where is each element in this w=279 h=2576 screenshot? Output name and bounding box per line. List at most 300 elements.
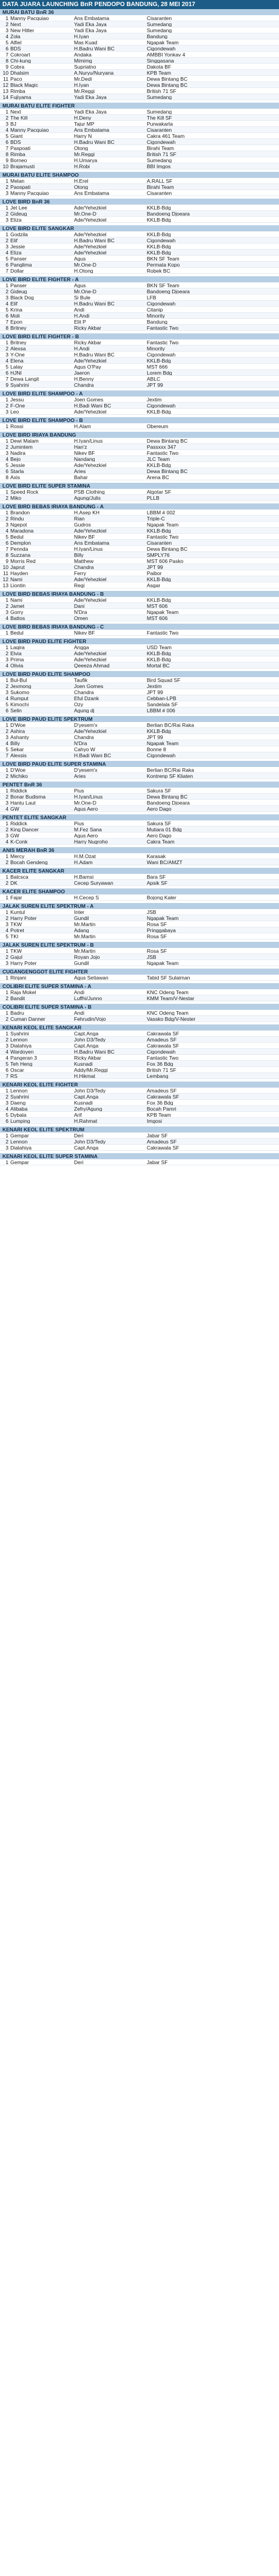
table-row bbox=[0, 1118, 279, 1124]
team-cell: Cigondewah bbox=[147, 237, 176, 243]
section-title: KENARI KEOL ELITE SANGKAR bbox=[0, 1024, 279, 1031]
table-row bbox=[0, 528, 279, 534]
team-cell: Sumedang bbox=[147, 21, 172, 27]
section-title: KENARI KEOL ELITE SUPER STAMINA bbox=[0, 1153, 279, 1159]
team-cell: Ngapak Team bbox=[147, 39, 179, 45]
bird-name-cell: Elvia bbox=[10, 650, 22, 656]
rank-cell: 2 bbox=[5, 1094, 8, 1100]
rank-cell: 2 bbox=[5, 184, 8, 190]
team-cell: Ngapak Team bbox=[147, 609, 179, 615]
table-row bbox=[0, 1016, 279, 1022]
table-row bbox=[0, 256, 279, 262]
owner-cell: Chandra bbox=[74, 689, 94, 695]
team-cell: JSB bbox=[147, 909, 156, 915]
rank-cell: 1 bbox=[5, 767, 8, 773]
table-row bbox=[0, 127, 279, 133]
bird-name-cell: Mercy bbox=[10, 853, 25, 859]
team-cell: Cakrawala SF bbox=[147, 1145, 180, 1150]
table-row bbox=[0, 839, 279, 845]
team-cell: Paibor bbox=[147, 570, 162, 576]
table-row bbox=[0, 474, 279, 480]
rank-cell: 3 bbox=[5, 190, 8, 196]
table-row bbox=[0, 397, 279, 403]
owner-cell: H.Iyan/Linus bbox=[74, 794, 103, 799]
team-cell: Cigondewah bbox=[147, 752, 176, 758]
bird-name-cell: Gajul bbox=[10, 954, 22, 959]
table-row bbox=[0, 382, 279, 388]
team-cell: Bojong Kaler bbox=[147, 894, 176, 900]
owner-cell: Ade/Yehezkiel bbox=[74, 217, 107, 222]
table-row bbox=[0, 1010, 279, 1016]
owner-cell: Cecep Suryawan bbox=[74, 880, 113, 885]
table-row bbox=[0, 880, 279, 886]
section-title: JALAK SUREN ELITE SPEKTRUM - B bbox=[0, 942, 279, 948]
team-cell: British 71 SF bbox=[147, 1067, 176, 1072]
bird-name-cell: Godzila bbox=[10, 231, 28, 237]
team-cell: Jabar SF bbox=[147, 1133, 168, 1138]
bird-name-cell: Speed Rock bbox=[10, 489, 39, 494]
table-row bbox=[0, 1067, 279, 1073]
bird-name-cell: Syahrini bbox=[10, 1031, 29, 1036]
table-row bbox=[0, 489, 279, 495]
section-title: KENARI KEOL ELITE SPEKTRUM bbox=[0, 1126, 279, 1133]
rank-cell: 9 bbox=[5, 157, 8, 163]
table-row bbox=[0, 540, 279, 546]
owner-cell: Ade/Yehezkiel bbox=[74, 409, 107, 414]
bird-name-cell: HJNI bbox=[10, 370, 22, 375]
rank-cell: 10 bbox=[2, 70, 8, 76]
owner-cell: Nikev BF bbox=[74, 534, 95, 539]
table-row bbox=[0, 921, 279, 927]
table-row bbox=[0, 833, 279, 839]
table-row bbox=[0, 145, 279, 151]
section-title: LOVE BIRD BEBAS IRIAYA BANDUNG - A bbox=[0, 503, 279, 509]
section-title: COLIBRI ELITE SUPER STAMINA - A bbox=[0, 983, 279, 989]
table-row bbox=[0, 450, 279, 456]
section-title: LOVE BIRD ELITE SUPER STAMINA bbox=[0, 483, 279, 489]
table-row bbox=[0, 695, 279, 701]
rank-cell: 3 bbox=[5, 1043, 8, 1049]
rank-cell: 4 bbox=[5, 1055, 8, 1061]
table-row bbox=[0, 139, 279, 145]
rank-cell: 1 bbox=[5, 178, 8, 184]
table-row bbox=[0, 794, 279, 800]
team-cell: Bara SF bbox=[147, 874, 166, 879]
class-section bbox=[0, 390, 279, 417]
rank-cell: 3 bbox=[5, 800, 8, 806]
table-row bbox=[0, 262, 279, 268]
team-cell: Tabid SF Sulaiman bbox=[147, 975, 190, 980]
table-row bbox=[0, 534, 279, 540]
rank-cell: 9 bbox=[5, 382, 8, 388]
rank-cell: 6 bbox=[5, 139, 8, 145]
owner-cell: Taufik bbox=[74, 677, 88, 683]
team-cell: Dewa Bintang BC bbox=[147, 468, 188, 474]
class-section bbox=[0, 903, 279, 942]
owner-cell: Deri bbox=[74, 1159, 84, 1165]
section-title: LOVE BIRD BEBAS IRIAYA BANDUNG - B bbox=[0, 591, 279, 597]
rank-cell: 7 bbox=[5, 752, 8, 758]
team-cell: Fantastic Two bbox=[147, 325, 179, 330]
section-title: LOVE BIRD IRIAYA BANDUNG bbox=[0, 432, 279, 438]
bird-name-cell: Alexsis bbox=[10, 752, 27, 758]
owner-cell: Eful Dzank bbox=[74, 695, 99, 701]
rank-cell: 5 bbox=[5, 39, 8, 46]
bird-name-cell: Leo bbox=[10, 409, 19, 414]
owner-cell: Ans Embatama bbox=[74, 190, 110, 196]
owner-cell: H.Badi Wani BC bbox=[74, 403, 112, 408]
table-row bbox=[0, 217, 279, 223]
section-title: LOVE BIRD ELITE SANGKAR bbox=[0, 225, 279, 231]
bird-name-cell: Fajar bbox=[10, 894, 22, 900]
owner-cell: Gundil bbox=[74, 915, 89, 921]
owner-cell: Ade/Yehezkiel bbox=[74, 650, 107, 656]
table-row bbox=[0, 728, 279, 734]
owner-cell: PSB Clothing bbox=[74, 489, 105, 494]
table-row bbox=[0, 689, 279, 695]
bird-name-cell: Rumput bbox=[10, 695, 29, 701]
team-cell: JPT 99 bbox=[147, 564, 163, 570]
rank-cell: 5 bbox=[5, 534, 8, 540]
owner-cell: Agung dj bbox=[74, 707, 95, 713]
team-cell: KKLB-Bdg bbox=[147, 250, 171, 255]
table-row bbox=[0, 21, 279, 27]
bird-name-cell: Gempar bbox=[10, 1159, 29, 1165]
rank-cell: 6 bbox=[5, 262, 8, 268]
team-cell: BKN SF Team bbox=[147, 282, 180, 288]
table-row bbox=[0, 313, 279, 319]
rank-cell: 1 bbox=[5, 339, 8, 346]
team-cell: KKLB-Bdg bbox=[147, 728, 171, 734]
owner-cell: H.Badru Wani BC bbox=[74, 139, 115, 145]
team-cell: Berlian BC/Rai Raka bbox=[147, 722, 194, 727]
owner-cell: H.Iyan/Linus bbox=[74, 546, 103, 551]
owner-cell: Ade/Yehezkiel bbox=[74, 244, 107, 249]
bird-name-cell: Liontin bbox=[10, 582, 26, 588]
section-title: PENTET BnR 36 bbox=[0, 782, 279, 788]
rank-cell: 9 bbox=[5, 64, 8, 70]
owner-cell: Agus O'Pay bbox=[74, 364, 101, 369]
team-cell: MST 666 bbox=[147, 364, 168, 369]
table-row bbox=[0, 954, 279, 960]
class-section bbox=[0, 782, 279, 814]
class-section bbox=[0, 333, 279, 390]
team-cell: BKN SF Team bbox=[147, 256, 180, 261]
table-row bbox=[0, 1106, 279, 1112]
section-title: LOVE BIRD PAUD ELITE SHAMPOO bbox=[0, 671, 279, 677]
bird-name-cell: Chi-kung bbox=[10, 58, 32, 63]
owner-cell: Rian bbox=[74, 516, 85, 521]
owner-cell: H.Badru Wani BC bbox=[74, 352, 115, 357]
table-row bbox=[0, 1112, 279, 1118]
owner-cell: H.Andi bbox=[74, 313, 90, 318]
section-title: LOVE BIRD PAUD ELITE FIGHTER bbox=[0, 638, 279, 644]
section-title: LOVE BIRD ELITE SHAMPOO - A bbox=[0, 390, 279, 397]
bird-name-cell: Rindu bbox=[10, 516, 24, 521]
owner-cell: Agus bbox=[74, 282, 86, 288]
bird-name-cell: Dewi Malam bbox=[10, 438, 39, 443]
team-cell: JSB bbox=[147, 954, 156, 959]
owner-cell: Yadi Eka Jaya bbox=[74, 27, 107, 33]
rank-cell: 8 bbox=[5, 325, 8, 331]
team-cell: KKLB-Bdg bbox=[147, 576, 171, 582]
rank-cell: 2 bbox=[5, 288, 8, 295]
team-cell: Bandoeng Djoeara bbox=[147, 288, 190, 294]
team-cell: Vassko Bdg/V-Nester bbox=[147, 1016, 196, 1021]
table-row bbox=[0, 15, 279, 21]
rank-cell: 1 bbox=[5, 644, 8, 650]
team-cell: Ngapak Team bbox=[147, 960, 179, 966]
bird-name-cell: Jet Lee bbox=[10, 205, 27, 210]
owner-cell: H.Badru Wani BC bbox=[74, 46, 115, 51]
team-cell: Cigondewah bbox=[147, 352, 176, 357]
bird-name-cell: D'Woe bbox=[10, 767, 26, 772]
team-cell: Sumedang bbox=[147, 94, 172, 100]
bird-name-cell: Next bbox=[10, 109, 21, 114]
bird-name-cell: New Hitler bbox=[10, 27, 35, 33]
table-row bbox=[0, 820, 279, 826]
table-row bbox=[0, 495, 279, 501]
rank-cell: 3 bbox=[5, 295, 8, 301]
bird-name-cell: Pennda bbox=[10, 546, 29, 551]
table-row bbox=[0, 894, 279, 901]
owner-cell: Nandang bbox=[74, 456, 95, 462]
section-title: MURAI BATU BnR 36 bbox=[0, 9, 279, 15]
bird-name-cell: Cokroart bbox=[10, 52, 30, 57]
table-row bbox=[0, 178, 279, 184]
bird-name-cell: Panser bbox=[10, 282, 27, 288]
owner-cell: Mr.Martin bbox=[74, 933, 96, 939]
table-row bbox=[0, 516, 279, 522]
bird-name-cell: BDS bbox=[10, 46, 21, 51]
rank-cell: 3 bbox=[5, 450, 8, 456]
bird-name-cell: Hantu Laut bbox=[10, 800, 36, 805]
team-cell: Cisaranten bbox=[147, 190, 172, 196]
owner-cell: Billy bbox=[74, 552, 84, 557]
rank-cell: 2 bbox=[5, 115, 8, 121]
rank-cell: 2 bbox=[5, 211, 8, 217]
team-cell: Fantastic Two bbox=[147, 1055, 179, 1060]
bird-name-cell: Y-One bbox=[10, 352, 25, 357]
bird-name-cell: Ngepot bbox=[10, 522, 27, 527]
team-cell: Rosa SF bbox=[147, 948, 167, 953]
table-row bbox=[0, 853, 279, 859]
team-cell: Bandung bbox=[147, 33, 168, 39]
bird-name-cell: GW bbox=[10, 833, 19, 838]
rank-cell: 5 bbox=[5, 746, 8, 752]
rank-cell: 3 bbox=[5, 522, 8, 528]
team-cell: Jextim bbox=[147, 683, 162, 689]
section-title: JALAK SUREN ELITE SPEKTRUM - A bbox=[0, 903, 279, 909]
table-row bbox=[0, 909, 279, 915]
owner-cell: Andi bbox=[74, 989, 85, 995]
bird-name-cell: Demplon bbox=[10, 540, 32, 545]
bird-name-cell: Fujiyama bbox=[10, 94, 32, 100]
team-cell: KNC Odeng Team bbox=[147, 1010, 189, 1015]
bird-name-cell: Next bbox=[10, 21, 21, 27]
rank-cell: 4 bbox=[5, 927, 8, 933]
owner-cell: D'yesem'x bbox=[74, 767, 98, 772]
owner-cell: Otong bbox=[74, 184, 89, 189]
bird-name-cell: Nami bbox=[10, 597, 22, 602]
table-row bbox=[0, 376, 279, 382]
owner-cell: Gudros bbox=[74, 522, 91, 527]
rank-cell: 5 bbox=[5, 307, 8, 313]
bird-name-cell: Eliza bbox=[10, 217, 22, 222]
class-section bbox=[0, 503, 279, 591]
owner-cell: Ade/Yehezkiel bbox=[74, 528, 107, 533]
table-row bbox=[0, 826, 279, 833]
team-cell: Sumedang bbox=[147, 27, 172, 33]
owner-cell: Ricky Akbar bbox=[74, 339, 101, 345]
owner-cell: Ricky Akbar bbox=[74, 325, 101, 330]
rank-cell: 1 bbox=[5, 1031, 8, 1037]
rank-cell: 4 bbox=[5, 456, 8, 462]
class-section bbox=[0, 1024, 279, 1082]
table-row bbox=[0, 307, 279, 313]
bird-name-cell: Jessie bbox=[10, 462, 25, 468]
bird-name-cell: Rimba bbox=[10, 151, 25, 157]
rank-cell: 3 bbox=[5, 689, 8, 695]
owner-cell: Arif bbox=[74, 1112, 82, 1117]
class-section bbox=[0, 1004, 279, 1024]
rank-cell: 5 bbox=[5, 462, 8, 468]
section-title: CUGANGENGGOT ELITE FIGHTER bbox=[0, 969, 279, 975]
team-cell: Cakrawala SF bbox=[147, 1031, 180, 1036]
table-row bbox=[0, 677, 279, 683]
team-cell: MST 606 bbox=[147, 603, 168, 608]
rank-cell: 2 bbox=[5, 1037, 8, 1043]
table-row bbox=[0, 88, 279, 94]
table-row bbox=[0, 546, 279, 552]
owner-cell: Yadi Eka Jaya bbox=[74, 94, 107, 100]
rank-cell: 9 bbox=[5, 558, 8, 564]
owner-cell: Regi bbox=[74, 582, 85, 588]
bird-name-cell: Bejo bbox=[10, 456, 21, 462]
rank-cell: 1 bbox=[5, 597, 8, 603]
section-title: MURAI BATU ELITE FIGHTER bbox=[0, 103, 279, 109]
rank-cell: 1 bbox=[5, 1133, 8, 1139]
bird-name-cell: Jexmong bbox=[10, 683, 32, 689]
bird-name-cell: Raja Mokel bbox=[10, 989, 36, 995]
team-cell: British 71 SF bbox=[147, 151, 176, 157]
owner-cell: Aries bbox=[74, 468, 86, 474]
rank-cell: 7 bbox=[5, 376, 8, 382]
table-row bbox=[0, 346, 279, 352]
bird-name-cell: GW bbox=[10, 806, 19, 811]
team-cell: Obereum bbox=[147, 423, 169, 429]
class-section bbox=[0, 814, 279, 847]
owner-cell: Ans Embatama bbox=[74, 15, 110, 21]
team-cell: KKLB-Bdg bbox=[147, 217, 171, 222]
team-cell: Amadeus SF bbox=[147, 1088, 177, 1093]
class-section bbox=[0, 983, 279, 1004]
owner-cell: Adang bbox=[74, 927, 89, 933]
bird-name-cell: Jumintem bbox=[10, 444, 33, 449]
table-row bbox=[0, 630, 279, 636]
team-cell: JPT 99 bbox=[147, 382, 163, 387]
section-title: LOVE BIRD BnR 36 bbox=[0, 199, 279, 205]
rank-cell: 5 bbox=[5, 933, 8, 939]
team-cell: Dewa Bintang BC bbox=[147, 82, 188, 87]
rank-cell: 1 bbox=[5, 438, 8, 444]
team-cell: Cisaranten bbox=[147, 15, 172, 21]
rank-cell: 1 bbox=[5, 909, 8, 915]
table-row bbox=[0, 121, 279, 127]
table-row bbox=[0, 244, 279, 250]
table-row bbox=[0, 58, 279, 64]
table-row bbox=[0, 722, 279, 728]
table-row bbox=[0, 650, 279, 656]
owner-cell: Han'z bbox=[74, 444, 87, 449]
team-cell: Aero Dago bbox=[147, 833, 172, 838]
rank-cell: 1 bbox=[5, 1088, 8, 1094]
team-cell: Wani BC/AMZT bbox=[147, 859, 183, 865]
bird-name-cell: Wardoyen bbox=[10, 1049, 34, 1054]
table-row bbox=[0, 874, 279, 880]
table-row bbox=[0, 364, 279, 370]
class-section bbox=[0, 225, 279, 276]
owner-cell: Ade/Yehezkiel bbox=[74, 358, 107, 363]
team-cell: LBBM # 002 bbox=[147, 509, 175, 515]
bird-name-cell: Jamet bbox=[10, 603, 25, 608]
owner-cell: H.Hikmat bbox=[74, 1073, 95, 1078]
team-cell: AMBBI Yonkav 4 bbox=[147, 52, 186, 57]
table-row bbox=[0, 468, 279, 474]
table-row bbox=[0, 558, 279, 564]
table-row bbox=[0, 570, 279, 576]
rank-cell: 2 bbox=[5, 403, 8, 409]
bird-name-cell: Battos bbox=[10, 615, 25, 621]
class-section bbox=[0, 1153, 279, 1168]
team-cell: Bonne 8 bbox=[147, 746, 166, 752]
owner-cell: Joen Gomes bbox=[74, 397, 104, 402]
class-section bbox=[0, 432, 279, 483]
owner-cell: Capt.Anga bbox=[74, 1145, 99, 1150]
rank-cell: 2 bbox=[5, 1016, 8, 1022]
table-row bbox=[0, 211, 279, 217]
table-row bbox=[0, 409, 279, 415]
team-cell: Asgar bbox=[147, 582, 161, 588]
bird-name-cell: Manny Pacquiao bbox=[10, 190, 49, 196]
rank-cell: 2 bbox=[5, 880, 8, 886]
rank-cell: 2 bbox=[5, 826, 8, 833]
bird-name-cell: Ashira bbox=[10, 728, 25, 734]
bird-name-cell: Paspoati bbox=[10, 145, 31, 151]
table-row bbox=[0, 33, 279, 39]
table-row bbox=[0, 552, 279, 558]
team-cell: Cigondewah bbox=[147, 403, 176, 408]
owner-cell: H.Badru Wani BC bbox=[74, 1049, 115, 1054]
class-section bbox=[0, 1126, 279, 1153]
owner-cell: D'yesem'x bbox=[74, 722, 98, 727]
owner-cell: H.Iyan/Linus bbox=[74, 438, 103, 443]
team-cell: Birahi Team bbox=[147, 184, 174, 189]
bird-name-cell: Maradona bbox=[10, 528, 34, 533]
table-row bbox=[0, 576, 279, 582]
team-cell: Cakrawala SF bbox=[147, 1094, 180, 1099]
rank-cell: 7 bbox=[5, 268, 8, 274]
team-cell: Karasak bbox=[147, 853, 166, 859]
owner-cell: Nikev BF bbox=[74, 450, 95, 455]
team-cell: Aero Dago bbox=[147, 806, 172, 811]
team-cell: Fox 36 Bdg bbox=[147, 1061, 173, 1066]
rank-cell: 1 bbox=[5, 282, 8, 288]
rank-cell: 2 bbox=[5, 516, 8, 522]
team-cell: Dakota BF bbox=[147, 64, 172, 69]
bird-name-cell: BJ bbox=[10, 121, 16, 126]
rank-cell: 3 bbox=[5, 1145, 8, 1151]
